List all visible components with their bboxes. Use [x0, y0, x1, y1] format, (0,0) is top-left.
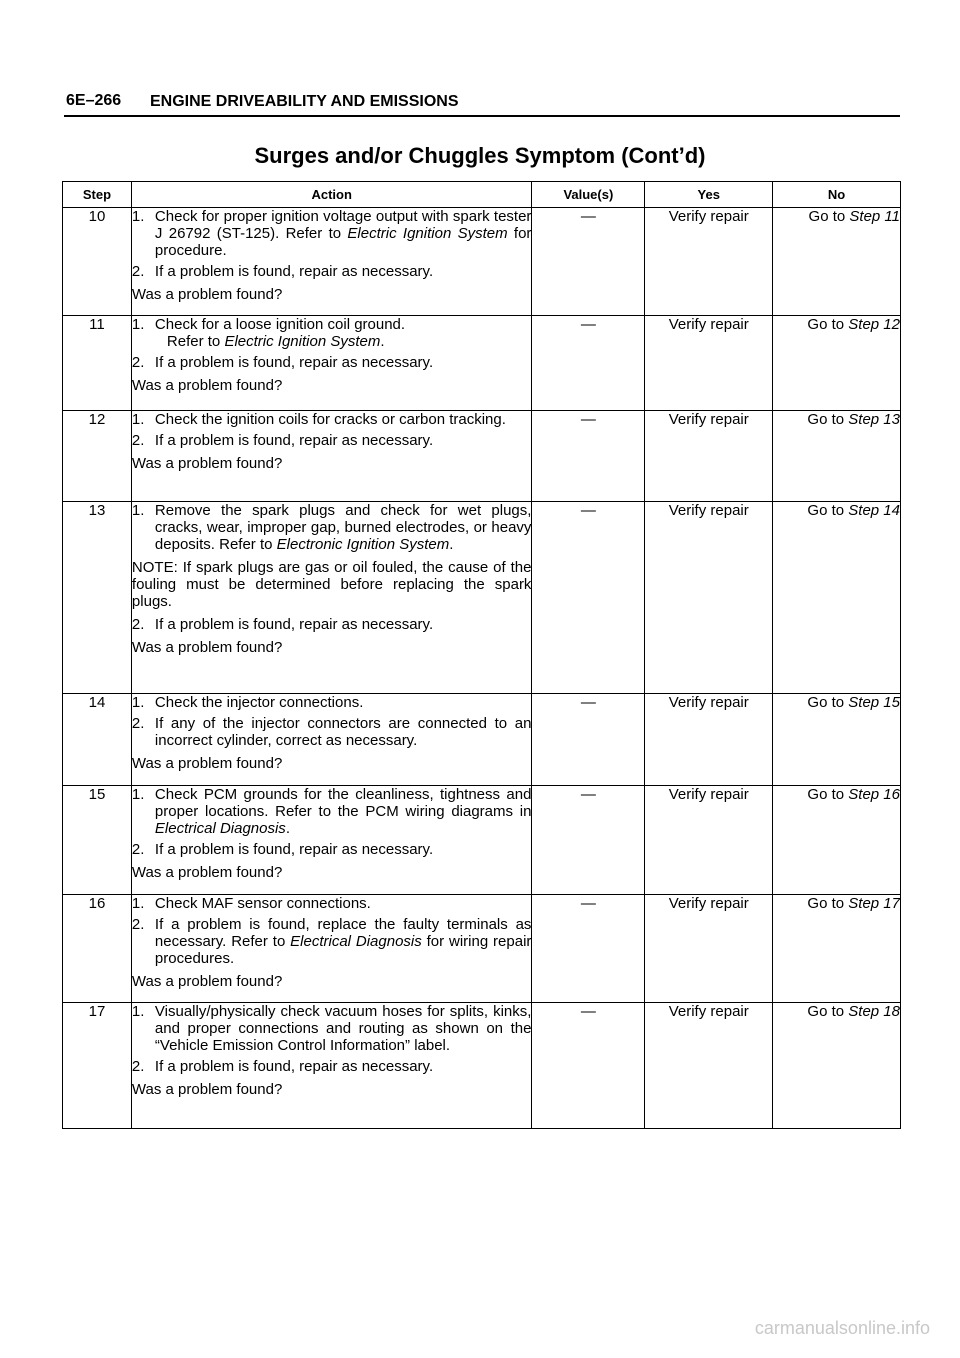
col-header-action: Action: [131, 182, 532, 208]
no-cell: Go to Step 17: [773, 895, 901, 1003]
question-text: Was a problem found?: [131, 286, 283, 303]
goto-step-link: Step 15: [848, 694, 900, 711]
table-row: [63, 786, 901, 895]
action-cell: [131, 502, 532, 694]
yes-cell: Verify repair: [645, 411, 773, 502]
action-cell: [131, 895, 532, 1003]
action-item: 2. If a problem is found, repair as necessary.: [131, 1058, 434, 1075]
yes-cell: Verify repair: [645, 786, 773, 895]
col-header-yes: Yes: [645, 182, 773, 208]
step-number: 17: [63, 1003, 132, 1129]
action-item: 2. If a problem is found, replace the faulty terminals as necessary. Refer to Electrical Diagnosis for wiring repair procedures.: [131, 916, 532, 967]
value-cell: —: [532, 208, 645, 316]
yes-cell: Verify repair: [645, 316, 773, 411]
note-text: NOTE: If spark plugs are gas or oil fouled, the cause of the fouling must be determined before replacing the spark plugs.: [131, 559, 532, 610]
step-number: 14: [63, 694, 132, 786]
action-item: 2. If a problem is found, repair as necessary.: [131, 354, 434, 371]
no-cell: Go to Step 12: [773, 316, 901, 411]
col-header-values: Value(s): [532, 182, 645, 208]
col-header-step: Step: [63, 182, 132, 208]
step-number: 11: [63, 316, 132, 411]
goto-step-link: Step 11: [849, 208, 900, 225]
value-cell: —: [532, 411, 645, 502]
goto-step-link: Step 17: [848, 895, 900, 912]
yes-cell: Verify repair: [645, 694, 773, 786]
action-cell: [131, 411, 532, 502]
value-cell: —: [532, 694, 645, 786]
page-title: Surges and/or Chuggles Symptom (Cont’d): [254, 143, 706, 168]
action-cell: [131, 694, 532, 786]
page-number: 6E–266: [66, 92, 122, 109]
table-row: [63, 411, 901, 502]
yes-cell: Verify repair: [645, 502, 773, 694]
no-cell: Go to Step 18: [773, 1003, 901, 1129]
section-title: ENGINE DRIVEABILITY AND EMISSIONS: [150, 93, 459, 110]
question-text: Was a problem found?: [131, 864, 283, 881]
action-cell: [131, 208, 532, 316]
goto-step-link: Step 13: [848, 411, 900, 428]
diagnostic-table: [62, 181, 901, 1129]
header-rule: [64, 115, 900, 117]
goto-step-link: Step 12: [848, 316, 900, 333]
goto-step-link: Step 14: [848, 502, 900, 519]
value-cell: —: [532, 895, 645, 1003]
yes-cell: Verify repair: [645, 1003, 773, 1129]
col-header-no: No: [773, 182, 901, 208]
action-item: 1. Check MAF sensor connections.: [131, 895, 371, 912]
value-cell: —: [532, 786, 645, 895]
no-cell: Go to Step 14: [773, 502, 901, 694]
table-row: [63, 1003, 901, 1129]
no-cell: Go to Step 13: [773, 411, 901, 502]
table-row: [63, 502, 901, 694]
table-row: [63, 895, 901, 1003]
table-row: [63, 316, 901, 411]
page-header: [64, 88, 900, 118]
no-cell: Go to Step 16: [773, 786, 901, 895]
action-item: 2. If any of the injector connectors are connected to an incorrect cylinder, correct as necessary.: [131, 715, 532, 749]
action-item: 1. Remove the spark plugs and check for wet plugs, cracks, wear, improper gap, burned electrodes, or heavy deposits. Refer to Electronic Ignition System.: [131, 502, 532, 553]
no-cell: Go to Step 11: [773, 208, 901, 316]
action-item: 2. If a problem is found, repair as necessary.: [131, 841, 434, 858]
action-item: 2. If a problem is found, repair as necessary.: [131, 616, 434, 633]
step-number: 10: [63, 208, 132, 316]
goto-step-link: Step 18: [848, 1003, 900, 1020]
question-text: Was a problem found?: [131, 377, 283, 394]
question-text: Was a problem found?: [131, 639, 283, 656]
goto-step-link: Step 16: [848, 786, 900, 803]
question-text: Was a problem found?: [131, 455, 283, 472]
watermark: carmanualsonline.info: [754, 1318, 930, 1338]
question-text: Was a problem found?: [131, 755, 283, 772]
action-item: 1. Check for a loose ignition coil ground. Refer to Electric Ignition System.: [131, 316, 406, 350]
table-row: [63, 694, 901, 786]
question-text: Was a problem found?: [131, 973, 283, 990]
yes-cell: Verify repair: [645, 208, 773, 316]
action-item: 2. If a problem is found, repair as necessary.: [131, 263, 434, 280]
action-cell: [131, 1003, 532, 1129]
action-item: 1. Check the injector connections.: [131, 694, 364, 711]
question-text: Was a problem found?: [131, 1081, 283, 1098]
action-item: 1. Check PCM grounds for the cleanliness, tightness and proper locations. Refer to the PCM wiring diagrams in Electrical Diagnosis.: [131, 786, 532, 837]
action-item: 2. If a problem is found, repair as necessary.: [131, 432, 434, 449]
action-item: 1. Check for proper ignition voltage output with spark tester J 26792 (ST-125). Refer to Electric Ignition System for procedure.: [131, 208, 532, 259]
step-number: 16: [63, 895, 132, 1003]
action-item: 1. Check the ignition coils for cracks or carbon tracking.: [131, 411, 506, 428]
value-cell: —: [532, 1003, 645, 1129]
table-header-row: [63, 182, 901, 208]
step-number: 13: [63, 502, 132, 694]
table-row: [63, 208, 901, 316]
action-cell: [131, 316, 532, 411]
step-number: 12: [63, 411, 132, 502]
action-cell: [131, 786, 532, 895]
value-cell: —: [532, 502, 645, 694]
step-number: 15: [63, 786, 132, 895]
value-cell: —: [532, 316, 645, 411]
action-item: 1. Visually/physically check vacuum hoses for splits, kinks, and proper connections and routing as shown on the “Vehicle Emission Control Information” label.: [131, 1003, 532, 1054]
no-cell: Go to Step 15: [773, 694, 901, 786]
yes-cell: Verify repair: [645, 895, 773, 1003]
